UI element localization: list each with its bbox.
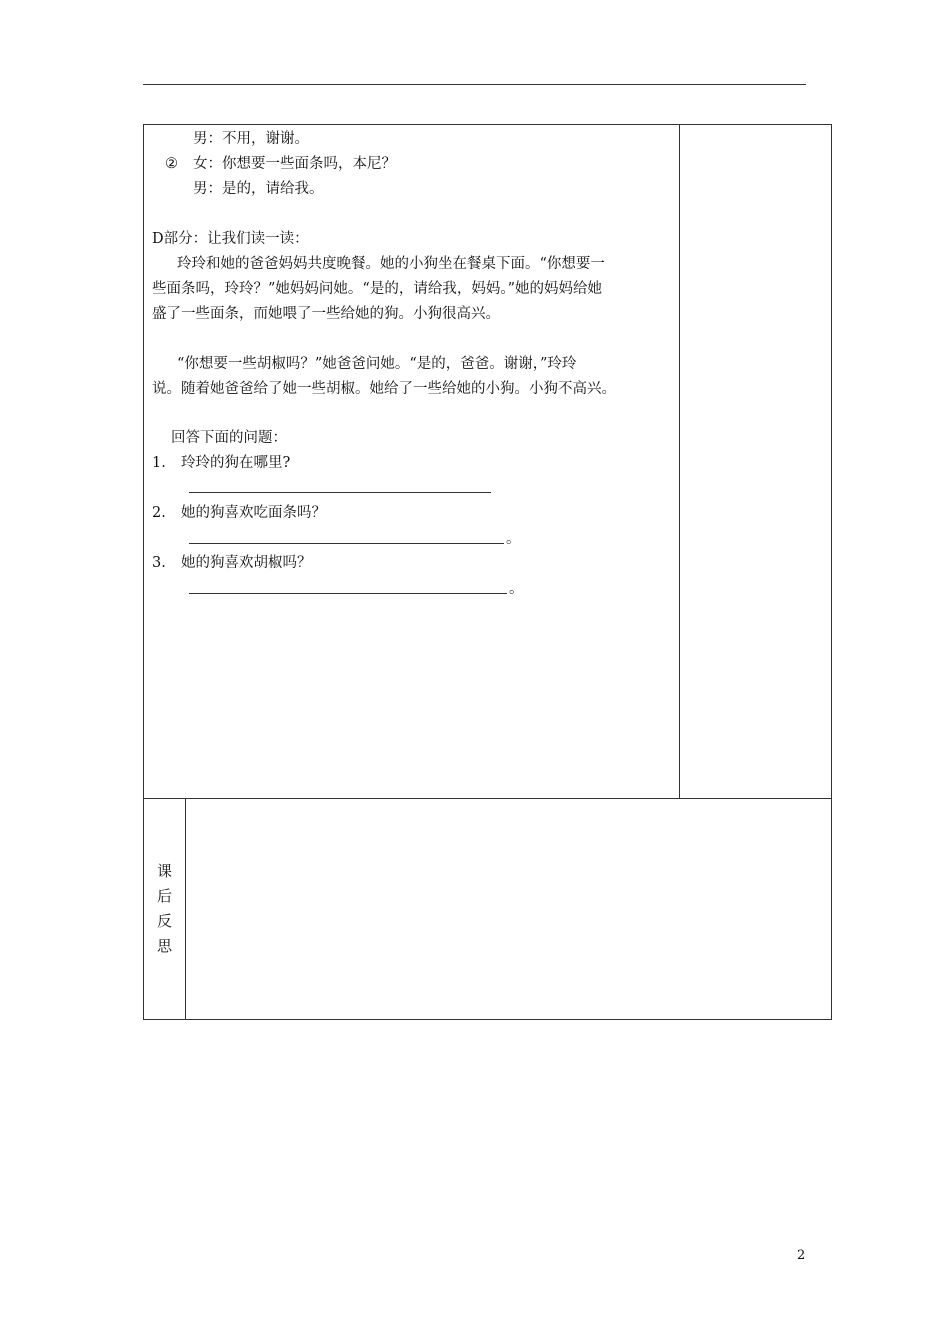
reflection-char-1: 课 <box>156 862 172 880</box>
page-number: 2 <box>797 1248 806 1263</box>
questions-prompt: 回答下面的问题： <box>171 430 287 446</box>
right-column-divider <box>679 125 680 798</box>
part-d-title: D部分：让我们读一读： <box>152 231 309 247</box>
story-para2-line2: 说。随着她爸爸给了她一些胡椒。她给了一些给她的小狗。小狗不高兴。 <box>152 381 616 397</box>
header-rule <box>143 84 806 85</box>
story-para1-line2: 些面条吗，玲玲？”她妈妈问她。“是的，请给我，妈妈。”她的妈妈给她 <box>152 281 602 297</box>
dialogue-marker-2: ② <box>165 156 178 172</box>
question-1-text: 玲玲的狗在哪里? <box>181 455 291 471</box>
dialogue-line-3: 男：是的，请给我。 <box>193 181 324 197</box>
answer-blank-2[interactable] <box>189 543 504 544</box>
question-1-number: 1. <box>152 455 166 471</box>
lesson-table <box>143 124 832 1020</box>
question-2-text: 她的狗喜欢吃面条吗？ <box>181 505 326 521</box>
reflection-char-2: 后 <box>156 887 172 905</box>
question-3-text: 她的狗喜欢胡椒吗？ <box>181 555 312 571</box>
story-para2-line1: “你想要一些胡椒吗？”她爸爸问她。“是的，爸爸。谢谢，”玲玲 <box>177 356 577 372</box>
dialogue-line-2: 女：你想要一些面条吗，本尼？ <box>193 156 396 172</box>
answer-blank-3[interactable] <box>189 593 507 594</box>
answer-3-period: 。 <box>509 581 524 597</box>
reflection-content-area[interactable] <box>186 799 831 1019</box>
answer-blank-1[interactable] <box>189 492 491 493</box>
story-para1-line1: 玲玲和她的爸爸妈妈共度晚餐。她的小狗坐在餐桌下面。“你想要一 <box>177 256 605 272</box>
story-para1-line3: 盛了一些面条，而她喂了一些给她的狗。小狗很高兴。 <box>152 306 500 322</box>
answer-2-period: 。 <box>506 531 521 547</box>
question-3-number: 3. <box>152 555 166 571</box>
question-2-number: 2. <box>152 505 166 521</box>
dialogue-line-1: 男：不用，谢谢。 <box>193 131 309 147</box>
reflection-char-3: 反 <box>156 912 172 930</box>
reflection-label <box>144 859 185 959</box>
reflection-char-4: 思 <box>156 937 172 955</box>
